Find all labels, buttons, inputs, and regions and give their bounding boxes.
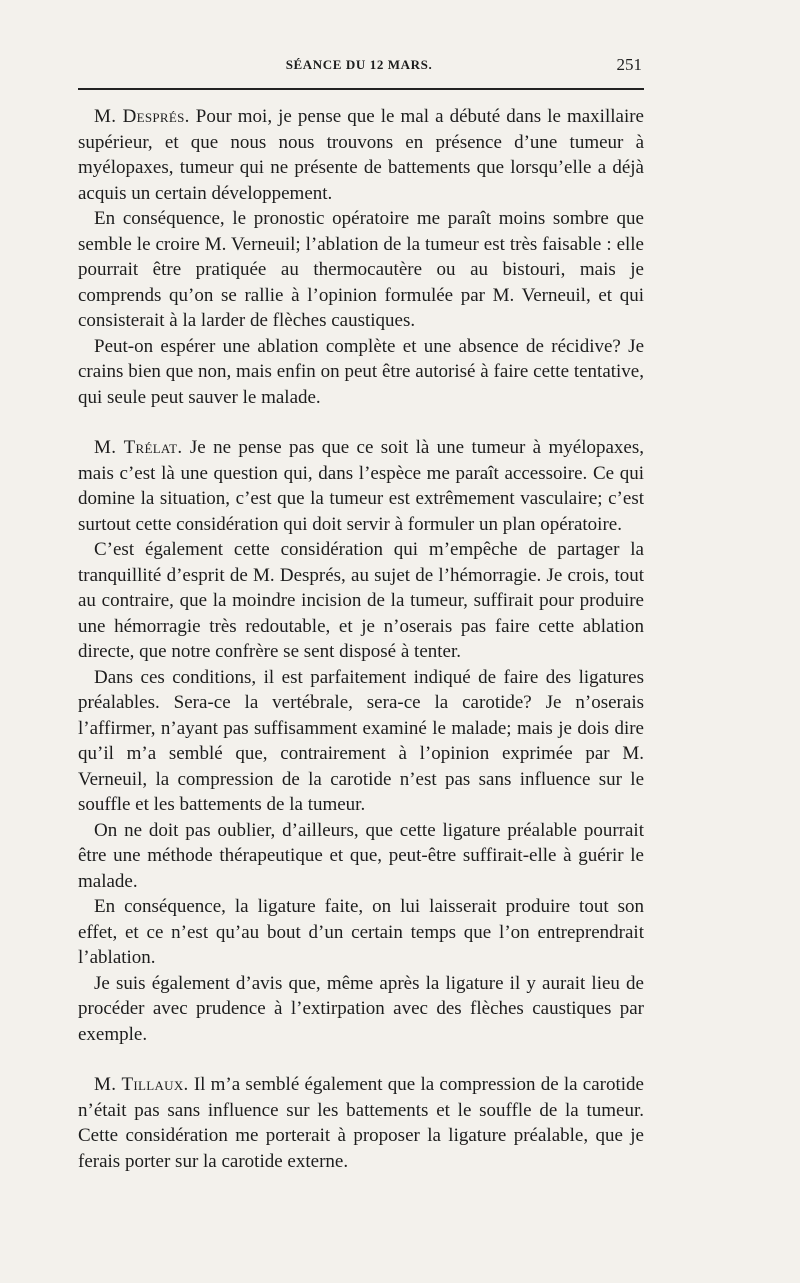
- paragraph-text: Il m’a semblé également que la compression de la carotide n’était pas sans influence sur les battements et le souffle de la tumeur. Cette considération me porterait à proposer la ligature préalable, que je ferais porter sur la carotide externe.: [78, 1074, 644, 1172]
- paragraph: [78, 537, 644, 665]
- paragraph-text: En conséquence, le pronostic opératoire me paraît moins sombre que semble le croire M. Verneuil; l’ablation de la tumeur est très faisable : elle pourrait être pratiquée au thermocautère ou au bistouri, mais je comprends qu’on se rallie à l’opinion formulée par M. Verneuil, et qui consisterait à la larder de flèches caustiques.: [78, 208, 644, 331]
- paragraph: [78, 665, 644, 818]
- paragraph-text: En conséquence, la ligature faite, on lui laisserait produire tout son effet, et ce n’est qu’au bout d’un certain temps que l’on entreprendrait l’ablation.: [78, 896, 644, 968]
- page-number: 251: [616, 55, 642, 74]
- paragraph-trelat: [78, 435, 644, 537]
- paragraph: [78, 894, 644, 971]
- paragraph: [78, 334, 644, 411]
- paragraph-tillaux: [78, 1072, 644, 1174]
- body-text: [78, 104, 644, 1174]
- paragraph: [78, 206, 644, 334]
- header-rule: [78, 88, 644, 90]
- paragraph: [78, 971, 644, 1048]
- paragraph-despres: [78, 104, 644, 206]
- paragraph-text: Je suis également d’avis que, même après la ligature il y aurait lieu de procéder avec prudence à l’extirpation avec des flèches caustiques par exemple.: [78, 972, 644, 1045]
- paragraph-text: Dans ces conditions, il est parfaitement indiqué de faire des ligatures préalables. Sera-ce la vertébrale, sera-ce la carotide? Je n’oserais l’affirmer, n’ayant pas suffisamment examiné le malade; mais je dois dire qu’il m’a semblé que, contrairement à l’opinion exprimée par M. Verneuil, la compression de la carotide n’est pas sans influence sur le souffle et les battements de la tumeur.: [78, 666, 644, 815]
- paragraph-text: On ne doit pas oublier, d’ailleurs, que cette ligature préalable pourrait être une méthode thérapeutique et que, peut-être suffirait-elle à guérir le malade.: [78, 819, 644, 892]
- page-header: [76, 57, 642, 81]
- speaker-name: M. Després.: [94, 106, 190, 127]
- running-title: SÉANCE DU 12 MARS.: [285, 57, 433, 72]
- paragraph-text: Pour moi, je pense que le mal a débuté dans le maxillaire supérieur, et que nous nous trouvons en présence d’une tumeur à myélopaxes, tumeur qui ne présente de battements que lorsqu’elle a déjà acquis un certain développement.: [78, 106, 644, 204]
- paragraph-text: C’est également cette considération qui m’empêche de partager la tranquillité d’esprit de M. Després, au sujet de l’hémorragie. Je crois, tout au contraire, que la moindre incision de la tumeur, suffirait pour produire une hémorragie très redoutable, et je n’oserais pas faire cette ablation directe, que notre confrère se sent disposé à tenter.: [78, 539, 644, 662]
- paragraph-text: Je ne pense pas que ce soit là une tumeur à myélopaxes, mais c’est là une question qui, dans l’espèce me paraît accessoire. Ce qui domine la situation, c’est que la tumeur est extrêmement vasculaire; c’est surtout cette considération qui doit servir à formuler un plan opératoire.: [78, 437, 644, 535]
- paragraph: [78, 818, 644, 895]
- paragraph-text: Peut-on espérer une ablation complète et une absence de récidive? Je crains bien que non, mais enfin on peut être autorisé à faire cette tentative, qui seule peut sauver le malade.: [78, 335, 644, 408]
- speaker-name: M. Tillaux.: [94, 1074, 189, 1095]
- speaker-name: M. Trélat.: [94, 437, 183, 458]
